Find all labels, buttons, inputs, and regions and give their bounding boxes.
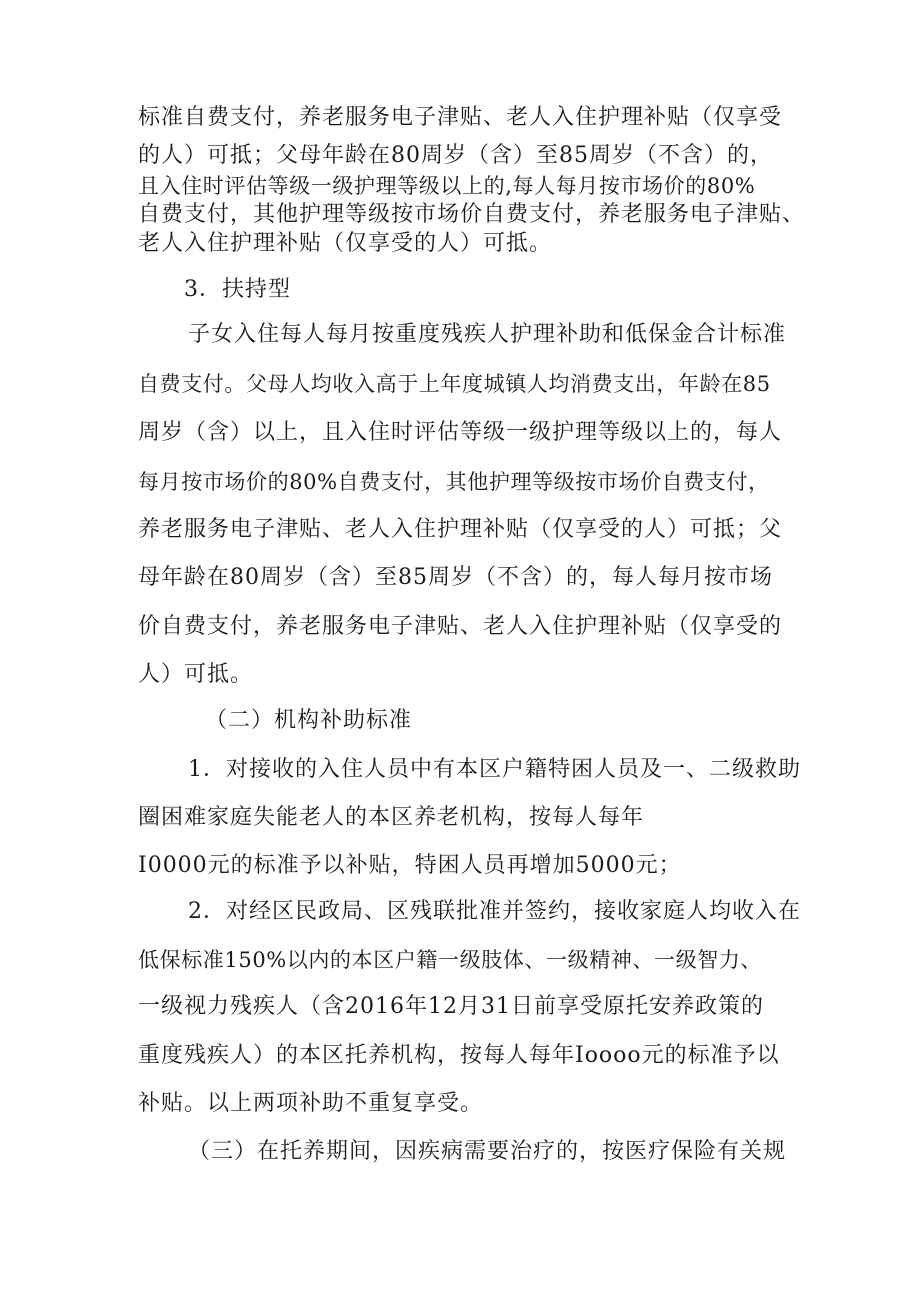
paragraph-line: 每月按市场价的80%自费支付，其他护理等级按市场价自费支付， — [138, 470, 770, 494]
paragraph-line: 周岁（含）以上，且入住时评估等级一级护理等级以上的，每人 — [138, 420, 783, 445]
paragraph-line: 补贴。以上两项补助不重复享受。 — [138, 1091, 484, 1116]
paragraph-line: 价自费支付，养老服务电子津贴、老人入住护理补贴（仅享受的 — [138, 614, 783, 639]
paragraph-line: 母年龄在80周岁（含）至85周岁（不含）的，每人每月按市场 — [138, 565, 773, 590]
paragraph-line: 标准自费支付，养老服务电子津贴、老人入住护理补贴（仅享受 — [138, 105, 783, 130]
paragraph-line: 低保标准150%以内的本区户籍一级肢体、一级精神、一级智力、 — [138, 948, 763, 972]
paragraph-line: 2．对经区民政局、区残联批准并签约，接收家庭人均收入在 — [188, 899, 801, 924]
paragraph-line: 人）可抵。 — [138, 662, 254, 687]
section-heading: （二）机构补助标准 — [205, 708, 413, 733]
paragraph-line: 自费支付。父母人均收入高于上年度城镇人均消费支出，年龄在85 — [138, 372, 771, 396]
paragraph-line: 圈困难家庭失能老人的本区养老机构，按每人每年 — [138, 805, 645, 830]
paragraph-line: 养老服务电子津贴、老人入住护理补贴（仅享受的人）可抵；父 — [138, 517, 783, 542]
paragraph-line: 1．对接收的入住人员中有本区户籍特困人员及一、二级救助 — [188, 757, 801, 782]
paragraph-line: 的人）可抵；父母年龄在80周岁（含）至85周岁（不含）的， — [138, 143, 773, 168]
paragraph-line: I0000元的标准予以补贴，特困人员再增加5000元； — [138, 853, 682, 878]
paragraph-line: 重度残疾人）的本区托养机构，按每人每年Ioooo元的标准予以 — [138, 1043, 780, 1068]
paragraph-line: （三）在托养期间，因疾病需要治疗的，按医疗保险有关规 — [188, 1139, 787, 1164]
paragraph-line: 老人入住护理补贴（仅享受的人）可抵。 — [138, 231, 553, 256]
paragraph-line: 且入住时评估等级一级护理等级以上的,每人每月按市场价的80% — [138, 174, 756, 198]
paragraph-line: 子女入住每人每月按重度残疾人护理补助和低保金合计标准 — [188, 322, 787, 347]
paragraph-line: 一级视力残疾人（含2016年12月31日前享受原托安养政策的 — [138, 994, 764, 1019]
paragraph-line: 自费支付，其他护理等级按市场价自费支付，养老服务电子津贴、 — [138, 202, 806, 227]
section-heading: 3．扶持型 — [184, 277, 291, 302]
